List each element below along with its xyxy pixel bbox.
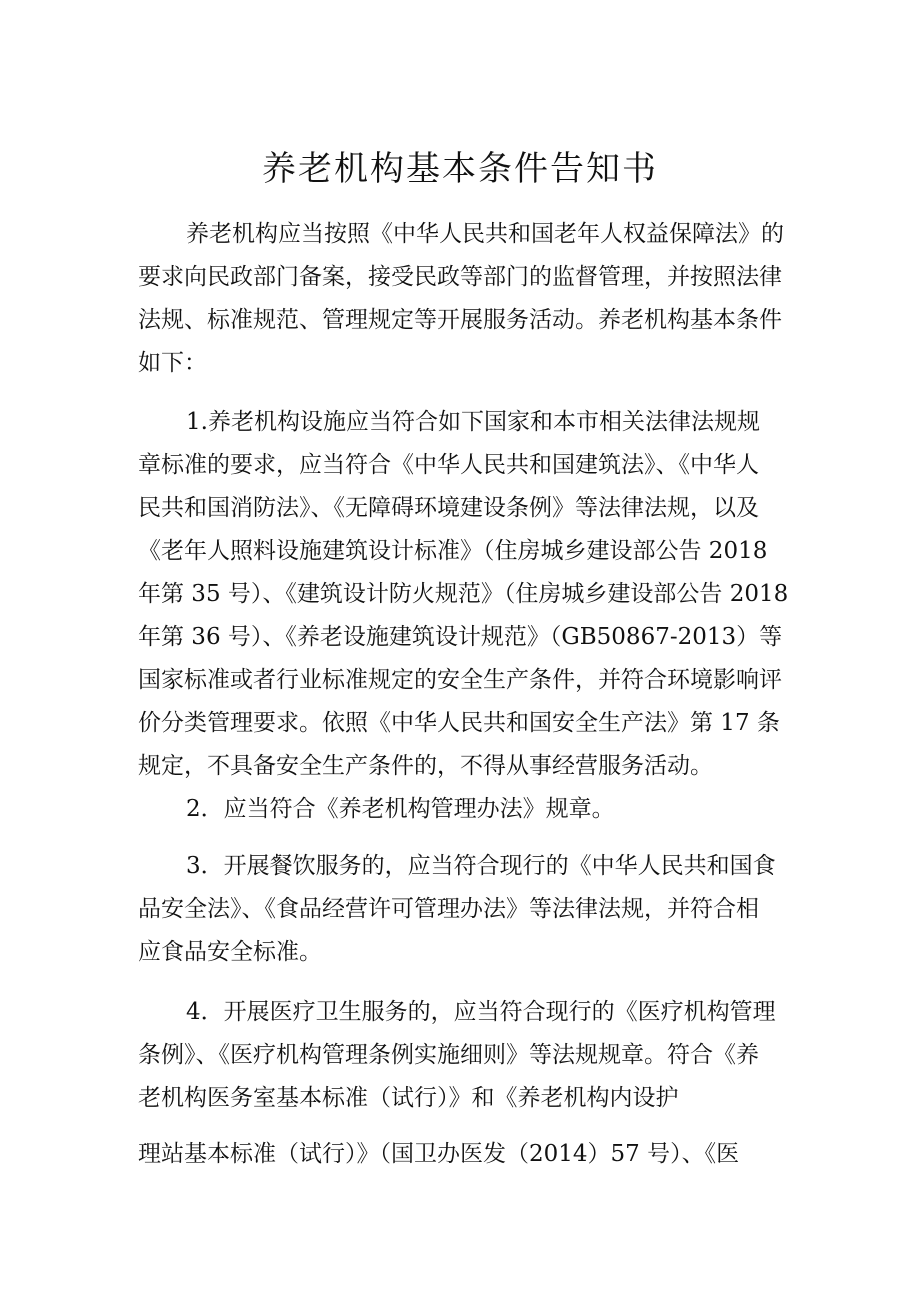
paragraph-line: 要求向民政部门备案，接受民政等部门的监督管理，并按照法律	[138, 264, 782, 290]
paragraph-line: 民共和国消防法》、《无障碍环境建设条例》等法律法规，以及	[138, 495, 759, 521]
paragraph-line: 法规、标准规范、管理规定等开展服务活动。养老机构基本条件	[138, 307, 782, 333]
paragraph-line: 条例》、《医疗机构管理条例实施细则》等法规规章。符合《养	[138, 1042, 759, 1068]
paragraph-line: 年第 35 号）、《建筑设计防火规范》（住房城乡建设部公告 2018	[138, 581, 789, 607]
paragraph-line: 2．应当符合《养老机构管理办法》规章。	[186, 796, 615, 822]
paragraph-line: 《老年人照料设施建筑设计标准》（住房城乡建设部公告 2018	[138, 538, 768, 564]
document-title: 养老机构基本条件告知书	[262, 149, 658, 189]
paragraph-line: 如下：	[138, 350, 207, 376]
paragraph-line: 养老机构应当按照《中华人民共和国老年人权益保障法》的	[186, 221, 784, 247]
paragraph-line: 规定，不具备安全生产条件的，不得从事经营服务活动。	[138, 753, 713, 779]
paragraph-line: 品安全法》、《食品经营许可管理办法》等法律法规，并符合相	[138, 896, 759, 922]
paragraph-line: 价分类管理要求。依照《中华人民共和国安全生产法》第 17 条	[138, 710, 780, 736]
paragraph-line: 国家标准或者行业标准规定的安全生产条件，并符合环境影响评	[138, 667, 782, 693]
paragraph-line: 年第 36 号）、《养老设施建筑设计规范》（GB50867-2013）等	[138, 624, 783, 650]
paragraph-line: 1.养老机构设施应当符合如下国家和本市相关法律法规规	[186, 409, 760, 435]
paragraph-line: 4．开展医疗卫生服务的，应当符合现行的《医疗机构管理	[186, 999, 776, 1025]
paragraph-line: 应食品安全标准。	[138, 939, 322, 965]
paragraph-line: 理站基本标准（试行）》（国卫办医发（2014）57 号）、《医	[138, 1141, 740, 1167]
paragraph-line: 3．开展餐饮服务的，应当符合现行的《中华人民共和国食	[186, 853, 776, 879]
paragraph-line: 章标准的要求，应当符合《中华人民共和国建筑法》、《中华人	[138, 452, 759, 478]
paragraph-line: 老机构医务室基本标准（试行）》和《养老机构内设护	[138, 1085, 679, 1111]
